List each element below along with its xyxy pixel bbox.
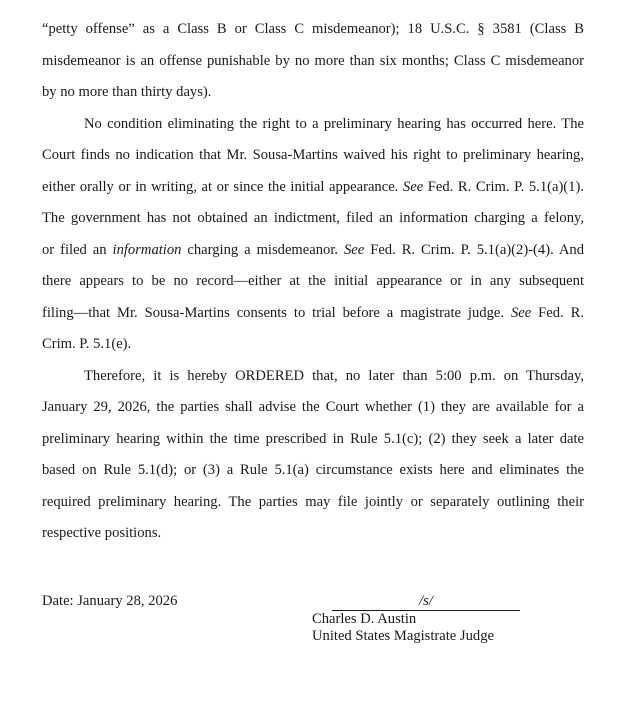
text-segment: either orally or in writing, at or since the initial appearance. bbox=[42, 178, 403, 195]
text-line: preliminary hearing within the time prescribed in Rule 5.1(c); (2) they seek a later date bbox=[42, 430, 584, 447]
text-segment: Fed. R. Crim. P. 5.1(a)(2)-(4). And bbox=[364, 241, 584, 258]
signer-name: Charles D. Austin bbox=[312, 611, 417, 627]
citation-signal: See bbox=[402, 178, 424, 195]
text-line: January 29, 2026, the parties shall advise the Court whether (1) they are available for a bbox=[42, 399, 584, 415]
text-line: there appears to be no record—either at the initial appearance or in any subsequent bbox=[42, 273, 584, 289]
text-line bbox=[42, 172, 584, 204]
signature-line: /s/ bbox=[332, 593, 520, 611]
text-line: Crim. P. 5.1(e). bbox=[42, 336, 132, 352]
text-line: respective positions. bbox=[42, 525, 162, 541]
paragraph-2 bbox=[42, 109, 584, 361]
text-segment: or filed an bbox=[42, 241, 113, 258]
order-date: Date: January 28, 2026 bbox=[42, 593, 178, 609]
signature bbox=[312, 593, 512, 645]
text-line: “petty offense” as a Class B or Class C misdemeanor); 18 U.S.C. § 3581 (Class B bbox=[42, 21, 584, 37]
paragraph-1 bbox=[42, 14, 584, 109]
text-segment: filing—that Mr. Sousa-Martins consents to trial before a magistrate judge. bbox=[42, 304, 511, 321]
text-line: misdemeanor is an offense punishable by no more than six months; Class C misdemeanor bbox=[42, 52, 584, 69]
text-line: No condition eliminating the right to a preliminary hearing has occurred here. The bbox=[84, 115, 584, 132]
text-line: The government has not obtained an indictment, filed an information charging a felony, bbox=[42, 210, 584, 226]
text-segment: charging a misdemeanor. bbox=[181, 241, 344, 258]
text-line: required preliminary hearing. The parties may file jointly or separately outlining their bbox=[42, 493, 584, 510]
signer-title: United States Magistrate Judge bbox=[312, 628, 494, 644]
text-line: by no more than thirty days). bbox=[42, 84, 212, 100]
text-line: based on Rule 5.1(d); or (3) a Rule 5.1(a) circumstance exists here and eliminates the bbox=[42, 462, 584, 478]
paragraph-3 bbox=[42, 361, 584, 550]
text-line bbox=[42, 298, 584, 330]
order-body bbox=[42, 14, 584, 550]
text-line: Court finds no indication that Mr. Sousa-Martins waived his right to preliminary hearing, bbox=[42, 147, 584, 163]
text-line: Therefore, it is hereby ORDERED that, no later than 5:00 p.m. on Thursday, bbox=[84, 367, 584, 384]
citation-signal: See bbox=[344, 241, 365, 258]
citation-signal: See bbox=[510, 304, 532, 321]
text-line bbox=[42, 235, 584, 267]
text-segment: Fed. R. Crim. P. 5.1(a)(1). bbox=[423, 178, 584, 195]
text-segment: Fed. R. bbox=[531, 304, 584, 321]
emphasized-term: information bbox=[112, 241, 182, 258]
